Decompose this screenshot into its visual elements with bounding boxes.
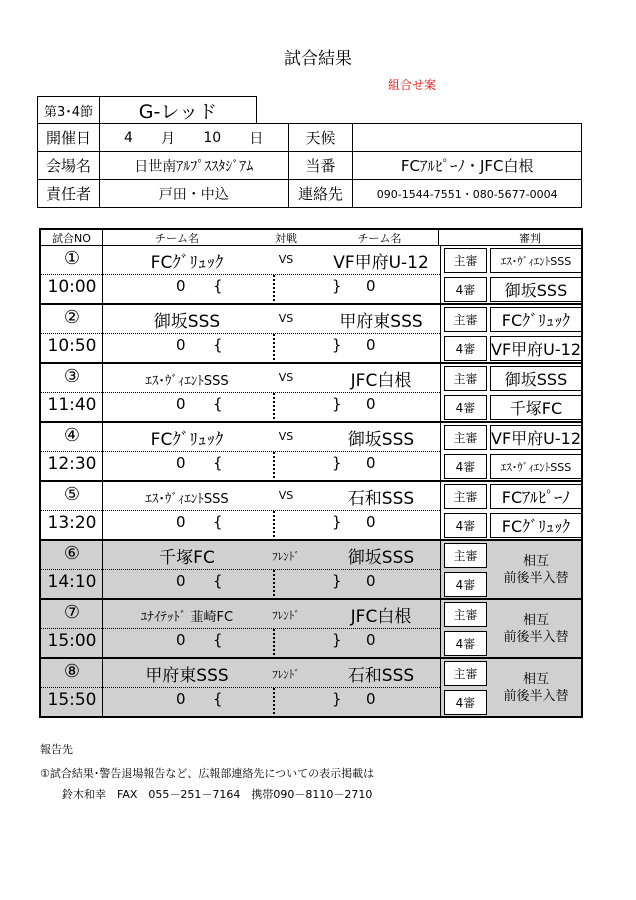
chief-referee-label: 主審 [444, 425, 487, 450]
venue-label: 会場名 [37, 151, 100, 180]
brace-right: } [332, 513, 342, 531]
match-info [41, 364, 441, 421]
match-number: ⑤ [63, 484, 81, 505]
versus-label: ﾌﾚﾝﾄﾞ [272, 550, 300, 563]
header-team2: チーム名 [321, 230, 439, 245]
referee-cell [444, 246, 583, 303]
match-time: 14:10 [47, 572, 97, 592]
match-time: 13:20 [47, 513, 97, 533]
score-b: 0 [366, 395, 376, 413]
chief-referee: FCｸﾞﾘｭｯｸ [490, 307, 582, 332]
brace-right: } [332, 454, 342, 472]
match-number: ① [63, 248, 81, 269]
match-number: ⑦ [63, 602, 81, 623]
round-label: 第3･4節 [37, 96, 100, 124]
score-a: 0 [176, 395, 186, 413]
date-value [99, 123, 289, 152]
chief-referee-label: 主審 [444, 366, 487, 391]
match-info [41, 600, 441, 657]
score-b: 0 [366, 277, 376, 295]
header-referee: 審判 [519, 231, 541, 245]
score-b: 0 [366, 336, 376, 354]
match-time: 15:50 [47, 690, 97, 710]
venue-value: 日世南ｱﾙﾌﾟｽｽﾀｼﾞｱﾑ [99, 151, 289, 180]
referee-cell [444, 364, 583, 421]
score-b: 0 [366, 572, 376, 590]
chief-referee-label: 主審 [444, 484, 487, 509]
brace-left: { [213, 631, 223, 649]
brace-right: } [332, 336, 342, 354]
team-b: 石和SSS [347, 666, 415, 686]
fourth-referee-label: 4審 [444, 690, 487, 715]
match-time: 15:00 [47, 631, 97, 651]
match-row [39, 246, 583, 305]
referee-cell [444, 541, 583, 598]
match-number: ⑧ [63, 661, 81, 682]
team-b: JFC白根 [350, 371, 412, 391]
score-a: 0 [176, 336, 186, 354]
match-number-cell [41, 482, 103, 539]
score-b: 0 [366, 513, 376, 531]
page-title: 試合結果 [284, 49, 352, 69]
fourth-referee-label: 4審 [444, 572, 487, 597]
duty-value: FCｱﾙﾋﾟｰﾉ・JFC白根 [352, 151, 582, 180]
mutual-referee-note [490, 662, 582, 714]
chief-referee: FCｱﾙﾋﾟｰﾉ [490, 484, 582, 509]
chief-referee: ｴｽ･ｳﾞｨｴﾝﾄSSS [490, 248, 582, 273]
match-number-cell [41, 364, 103, 421]
score-a: 0 [176, 631, 186, 649]
mutual-line1: 相互 [522, 672, 549, 687]
match-info [41, 659, 441, 716]
weather-value [352, 123, 582, 152]
score-a: 0 [176, 690, 186, 708]
fourth-referee: VF甲府U-12 [490, 336, 582, 361]
manager-label: 責任者 [37, 179, 100, 208]
score-separator [273, 275, 277, 301]
date-month: 4 [124, 129, 133, 146]
match-number: ③ [63, 366, 81, 387]
match-info [41, 482, 441, 539]
referee-cell [444, 305, 583, 362]
contact-value: 090-1544-7551・080-5677-0004 [352, 179, 582, 208]
team-a: ｴｽ･ｳﾞｨｴﾝﾄSSS [145, 492, 229, 507]
team-a: ﾕﾅｲﾃｯﾄﾞ 韮崎FC [140, 610, 234, 625]
match-number-cell [41, 541, 103, 598]
score-separator [273, 629, 277, 655]
chief-referee-label: 主審 [444, 248, 487, 273]
mutual-line2: 前後半入替 [503, 571, 569, 586]
team-b: 石和SSS [347, 489, 415, 509]
fourth-referee-label: 4審 [444, 336, 487, 361]
manager-value: 戸田・中込 [99, 179, 289, 208]
team-a: 御坂SSS [153, 312, 221, 332]
brace-right: } [332, 631, 342, 649]
versus-label: VS [278, 371, 294, 384]
chief-referee-label: 主審 [444, 307, 487, 332]
team-a: 千塚FC [159, 548, 215, 568]
versus-label: ﾌﾚﾝﾄﾞ [272, 609, 300, 622]
team-a: FCｸﾞﾘｭｯｸ [150, 430, 224, 450]
match-row [39, 659, 583, 718]
referee-cell [444, 423, 583, 480]
chief-referee-label: 主審 [444, 661, 487, 686]
match-number-cell [41, 305, 103, 362]
date-day: 10 [203, 129, 222, 146]
score-separator [273, 511, 277, 537]
fourth-referee: FCｸﾞﾘｭｯｸ [490, 513, 582, 538]
fourth-referee-label: 4審 [444, 513, 487, 538]
fourth-referee: 千塚FC [490, 395, 582, 420]
versus-label: ﾌﾚﾝﾄﾞ [272, 668, 300, 681]
mutual-referee-note [490, 544, 582, 596]
team-a: ｴｽ･ｳﾞｨｴﾝﾄSSS [145, 374, 229, 389]
match-row [39, 600, 583, 659]
brace-left: { [213, 690, 223, 708]
fourth-referee-label: 4審 [444, 631, 487, 656]
score-a: 0 [176, 513, 186, 531]
team-b: JFC白根 [350, 607, 412, 627]
brace-right: } [332, 572, 342, 590]
team-b: 御坂SSS [347, 430, 415, 450]
group-name: G-レッド [99, 96, 257, 124]
brace-right: } [332, 690, 342, 708]
duty-label: 当番 [288, 151, 354, 180]
header-no: 試合NO [41, 230, 103, 245]
match-number-cell [41, 423, 103, 480]
fourth-referee-label: 4審 [444, 395, 487, 420]
chief-referee: VF甲府U-12 [490, 425, 582, 450]
match-time: 10:00 [47, 277, 97, 297]
match-info [41, 305, 441, 362]
match-table-header [39, 228, 583, 246]
fourth-referee-label: 4審 [444, 277, 487, 302]
score-a: 0 [176, 454, 186, 472]
referee-cell [444, 600, 583, 657]
score-a: 0 [176, 277, 186, 295]
score-b: 0 [366, 454, 376, 472]
match-number: ④ [63, 425, 81, 446]
versus-label: VS [278, 489, 294, 502]
match-number-cell [41, 600, 103, 657]
score-separator [273, 393, 277, 419]
mutual-line2: 前後半入替 [503, 630, 569, 645]
versus-label: VS [278, 430, 294, 443]
fourth-referee: ｴｽ･ｳﾞｨｴﾝﾄSSS [490, 454, 582, 479]
brace-left: { [213, 395, 223, 413]
report-heading: 報告先 [40, 743, 73, 756]
score-b: 0 [366, 631, 376, 649]
team-b: VF甲府U-12 [333, 253, 429, 273]
versus-label: VS [278, 253, 294, 266]
score-separator [273, 570, 277, 596]
match-row [39, 305, 583, 364]
match-number: ② [63, 307, 81, 328]
match-time: 12:30 [47, 454, 97, 474]
match-row [39, 482, 583, 541]
weather-label: 天候 [288, 123, 354, 152]
match-table [39, 228, 583, 718]
match-time: 11:40 [47, 395, 97, 415]
chief-referee: 御坂SSS [490, 366, 582, 391]
team-a: 甲府東SSS [145, 666, 229, 686]
score-b: 0 [366, 690, 376, 708]
fourth-referee-label: 4審 [444, 454, 487, 479]
team-b: 御坂SSS [347, 548, 415, 568]
mutual-line1: 相互 [522, 613, 549, 628]
match-info [41, 423, 441, 480]
report-line1: ①試合結果･警告退場報告など、広報部連絡先についての表示掲載は [40, 767, 375, 780]
match-number-cell [41, 659, 103, 716]
brace-left: { [213, 277, 223, 295]
chief-referee-label: 主審 [444, 543, 487, 568]
month-unit: 月 [161, 130, 176, 147]
brace-left: { [213, 454, 223, 472]
match-row [39, 541, 583, 600]
brace-right: } [332, 277, 342, 295]
match-row [39, 423, 583, 482]
mutual-line1: 相互 [522, 554, 549, 569]
match-row [39, 364, 583, 423]
team-a: FCｸﾞﾘｭｯｸ [150, 253, 224, 273]
contact-label: 連絡先 [288, 179, 354, 208]
match-time: 10:50 [47, 336, 97, 356]
team-b: 甲府東SSS [339, 312, 423, 332]
score-separator [273, 334, 277, 360]
info-table [38, 97, 582, 208]
referee-cell [444, 482, 583, 539]
match-number-cell [41, 246, 103, 303]
match-number: ⑥ [63, 543, 81, 564]
score-a: 0 [176, 572, 186, 590]
chief-referee-label: 主審 [444, 602, 487, 627]
day-unit: 日 [249, 130, 264, 147]
match-info [41, 541, 441, 598]
score-separator [273, 688, 277, 714]
referee-cell [444, 659, 583, 716]
report-line2: 鈴木和幸 FAX 055－251－7164 携帯090－8110－2710 [62, 788, 373, 801]
brace-right: } [332, 395, 342, 413]
date-label: 開催日 [37, 123, 100, 152]
brace-left: { [213, 572, 223, 590]
score-separator [273, 452, 277, 478]
versus-label: VS [278, 312, 294, 325]
mutual-referee-note [490, 603, 582, 655]
match-info [41, 246, 441, 303]
draft-label: 組合せ案 [388, 78, 437, 92]
header-team1: チーム名 [155, 231, 199, 245]
fourth-referee: 御坂SSS [490, 277, 582, 302]
brace-left: { [213, 513, 223, 531]
brace-left: { [213, 336, 223, 354]
header-vs: 対戦 [275, 231, 297, 245]
mutual-line2: 前後半入替 [503, 689, 569, 704]
